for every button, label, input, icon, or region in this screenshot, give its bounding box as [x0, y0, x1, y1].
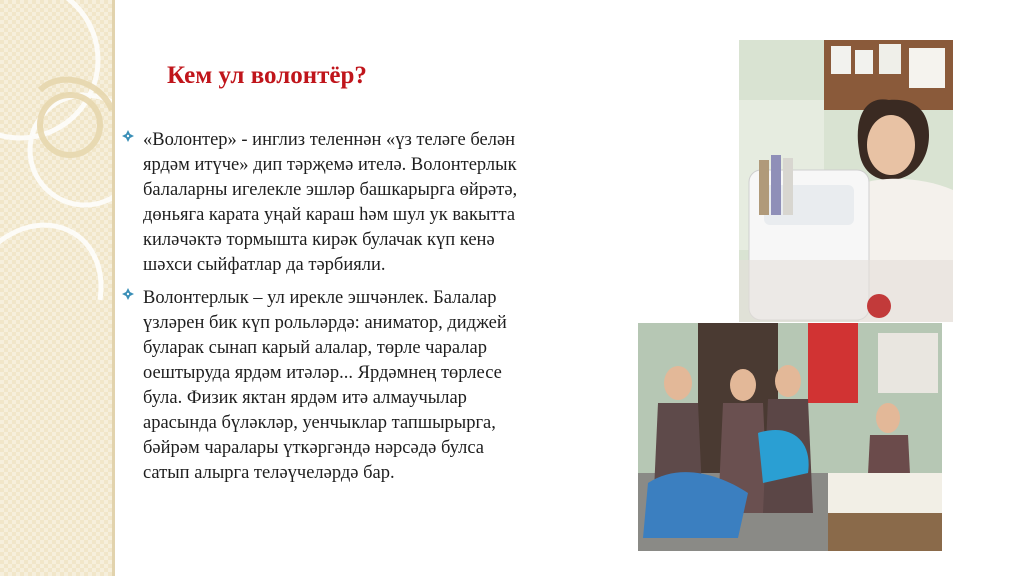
bullet-line: була. Физик яктан ярдәм итә алмаучылар	[143, 388, 467, 408]
bullet-line: оештыруда ярдәм итәләр... Ярдәмнең төрлесе	[143, 363, 502, 383]
photo-sewing-girl	[739, 40, 953, 322]
diamond-bullet-icon	[122, 288, 134, 300]
bullet-line: бәйрәм чаралары үткәргәндә нәрсәдә булса	[143, 438, 484, 458]
bullet-line: арасында бүләкләр, уенчыклар тапшырырга,	[143, 413, 496, 433]
bullet-line: сатып алырга теләүчеләрдә бар.	[143, 463, 395, 483]
sidebar-edge	[112, 0, 115, 576]
diamond-bullet-icon	[122, 130, 134, 142]
bullet-line: буларак сынап карый алалар, төрле чаралар	[143, 338, 487, 358]
bullet-list	[122, 128, 592, 494]
bullet-line: ярдәм итүче» дип тәрҗемә ителә. Волонтерлык	[143, 155, 517, 175]
bullet-line: шәхси сыйфатлар да тәрбияли.	[143, 255, 386, 275]
bullet-line: киләчәктә тормышта кирәк булачак күп кенә	[143, 230, 495, 250]
bullet-line: Волонтерлык – ул ирекле эшчәнлек. Балалар	[143, 288, 497, 308]
decorative-sidebar	[0, 0, 112, 576]
swirl-ornament-icon	[0, 0, 112, 576]
bullet-line: «Волонтер» - инглиз теленнән «үз теләге белән	[143, 130, 516, 150]
bullet-item	[122, 128, 592, 278]
bullet-line: балаларны игелекле эшләр башкарырга өйрәтә,	[143, 180, 518, 200]
bullet-line: үзләрен бик күп рольләрдә: аниматор, диджей	[143, 313, 507, 333]
bullet-item	[122, 286, 592, 486]
bullet-line: дөньяга карата уңай караш һәм шул ук вакытта	[143, 205, 516, 225]
slide-title: Кем ул волонтёр?	[167, 62, 367, 89]
photo-students-fabrics	[638, 323, 942, 551]
